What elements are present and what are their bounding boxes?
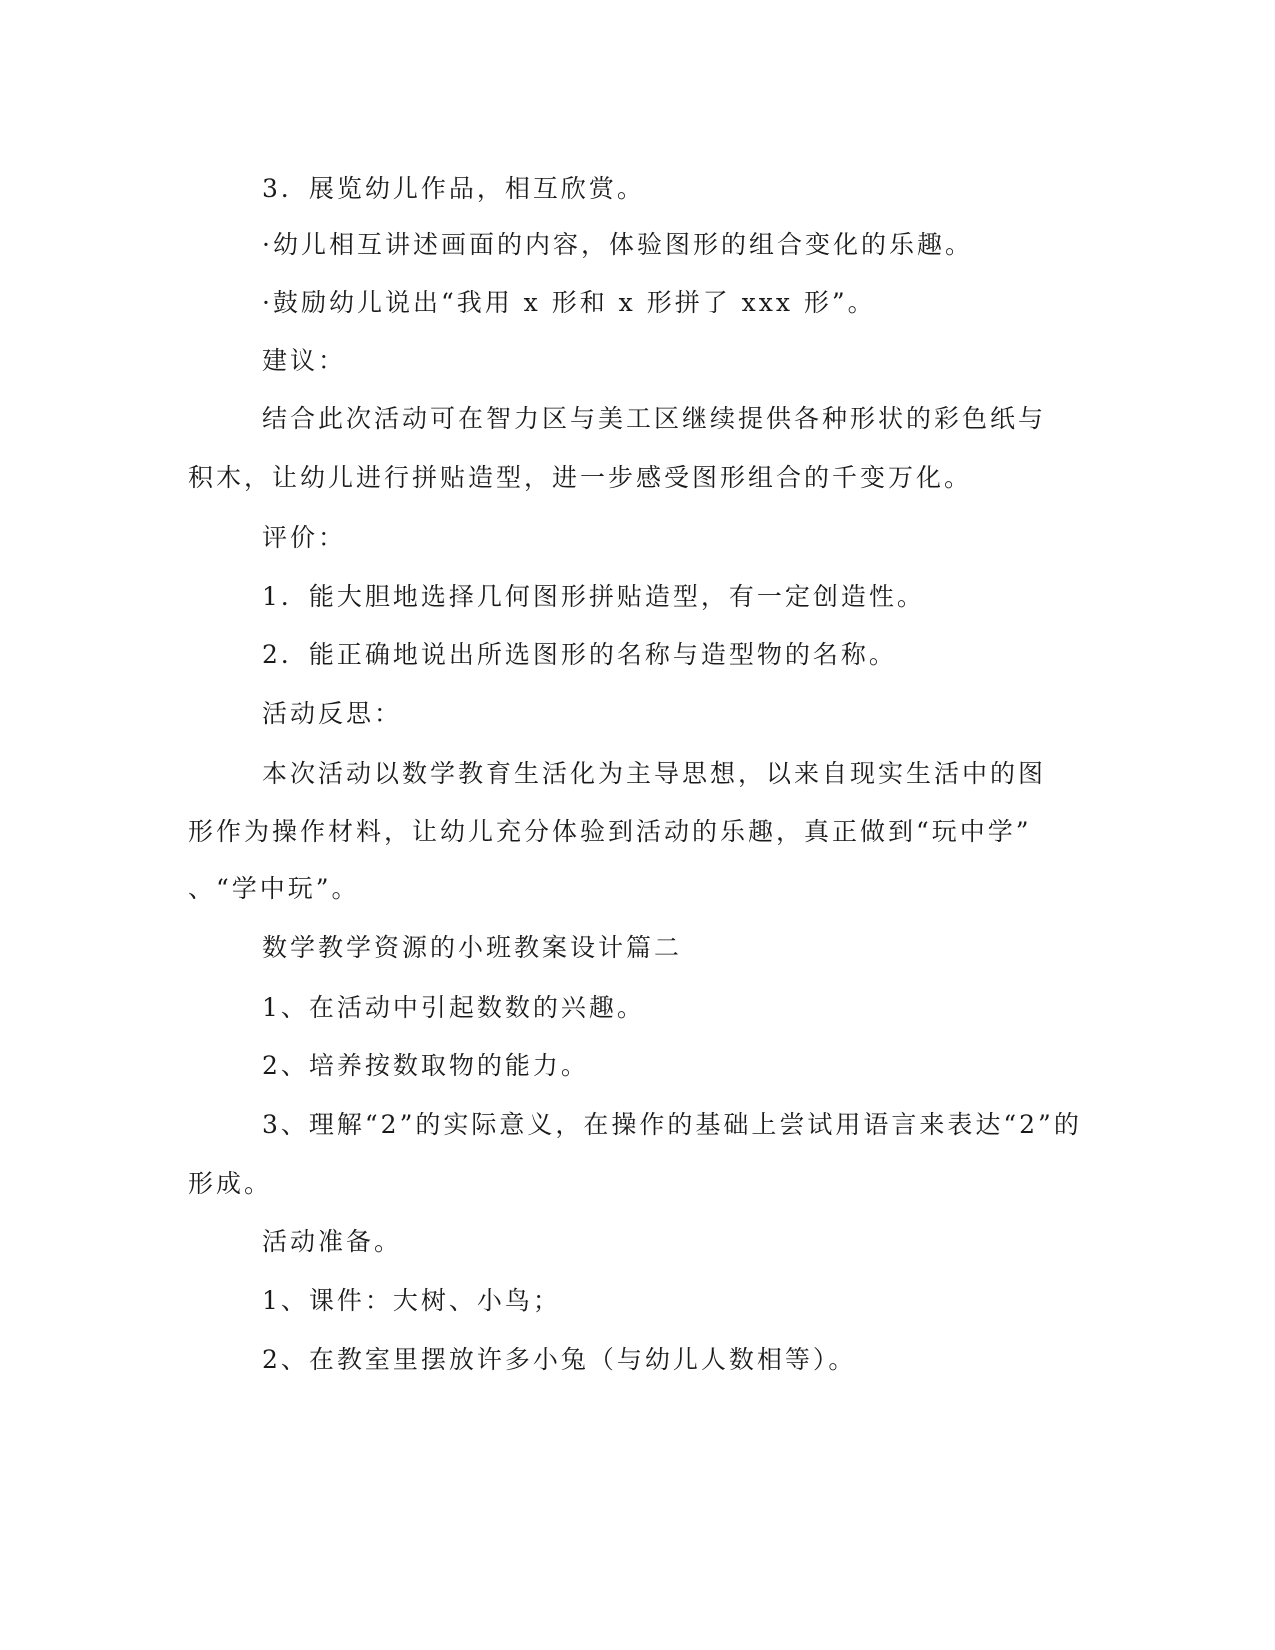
reflection-line-2: 形作为操作材料，让幼儿充分体验到活动的乐趣，真正做到“玩中学”	[188, 817, 1032, 846]
evaluation-item-1: 1．能大胆地选择几何图形拼贴造型，有一定创造性。	[262, 582, 925, 611]
suggestion-line-2: 积木，让幼儿进行拼贴造型，进一步感受图形组合的千变万化。	[188, 463, 973, 492]
preparation-item-2: 2、在教室里摆放许多小兔（与幼儿人数相等）。	[262, 1345, 857, 1374]
bullet-encourage: ·鼓励幼儿说出“我用 x 形和 x 形拼了 xxx 形”。	[262, 288, 876, 317]
suggestion-line-1: 结合此次活动可在智力区与美工区继续提供各种形状的彩色纸与	[262, 404, 1047, 433]
goal-item-3-line-2: 形成。	[188, 1169, 273, 1198]
reflection-line-1: 本次活动以数学教育生活化为主导思想，以来自现实生活中的图	[262, 759, 1047, 788]
goal-item-1: 1、在活动中引起数数的兴趣。	[262, 993, 645, 1022]
step-3-exhibit: 3．展览幼儿作品，相互欣赏。	[262, 174, 645, 203]
reflection-line-3: 、“学中玩”。	[188, 874, 360, 903]
bullet-describe: ·幼儿相互讲述画面的内容，体验图形的组合变化的乐趣。	[262, 230, 973, 259]
heading-preparation: 活动准备。	[262, 1227, 403, 1256]
preparation-item-1: 1、课件：大树、小鸟；	[262, 1286, 561, 1315]
heading-suggestion: 建议：	[262, 346, 347, 375]
heading-evaluation: 评价：	[262, 523, 347, 552]
section-title-part-two: 数学教学资源的小班教案设计篇二	[262, 933, 683, 962]
evaluation-item-2: 2．能正确地说出所选图形的名称与造型物的名称。	[262, 640, 897, 669]
goal-item-2: 2、培养按数取物的能力。	[262, 1051, 589, 1080]
heading-reflection: 活动反思：	[262, 699, 403, 728]
goal-item-3-line-1: 3、理解“2”的实际意义，在操作的基础上尝试用语言来表达“2”的	[262, 1110, 1082, 1139]
